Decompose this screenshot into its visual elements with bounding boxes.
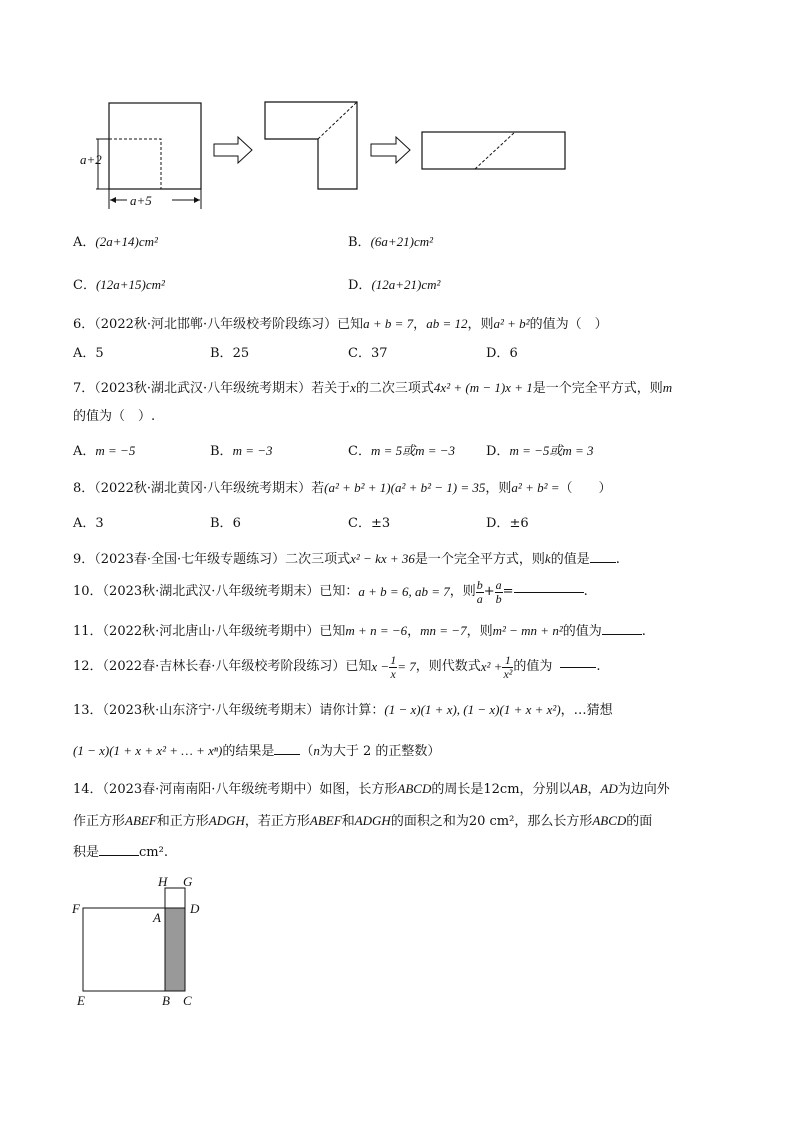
answer-blank[interactable]: [514, 591, 584, 593]
q13-stem-line1: [73, 703, 613, 717]
math: ABCD: [397, 781, 432, 796]
text: ，则: [466, 624, 493, 639]
math: x: [350, 380, 356, 395]
text: 7．（2023秋·湖北武汉·八年级统考期末）若关于: [73, 381, 351, 396]
big-square: [109, 103, 201, 189]
l-shape: [265, 102, 357, 189]
text: ，…猜想: [560, 703, 613, 718]
text: 为边向外: [617, 782, 670, 797]
numerator: 1: [390, 653, 397, 667]
option-key: C．: [348, 516, 371, 531]
option-val: m = −5或m = 3: [509, 443, 594, 458]
option-key: A．: [73, 346, 96, 361]
text: 作正方形: [73, 814, 126, 829]
math: x² − kx + 36: [350, 551, 415, 566]
text: （ ）: [559, 481, 612, 496]
numerator: a: [495, 578, 502, 592]
math: AD: [600, 781, 618, 796]
text: 11．（2022秋·河北唐山·八年级统考期中）已知: [73, 624, 346, 639]
q9-stem: [73, 552, 620, 566]
q5-figure: [0, 0, 794, 220]
option-key: C．: [73, 278, 96, 293]
option-val: m = 5或m = −3: [370, 443, 456, 458]
q8-option-c[interactable]: [348, 517, 390, 530]
text: cm².: [139, 845, 168, 860]
option-val: 6: [509, 346, 518, 361]
math: = 7: [397, 658, 416, 674]
q8-option-b[interactable]: [210, 517, 241, 530]
text: 的二次三项式: [355, 381, 434, 396]
q6-option-d[interactable]: [486, 347, 518, 360]
fraction-1-over-x: [389, 654, 397, 680]
text: 积是: [73, 845, 100, 860]
q8-option-d[interactable]: [486, 517, 529, 530]
text: .: [583, 583, 588, 599]
option-key: D．: [348, 278, 372, 293]
label-a: A: [153, 910, 161, 925]
text: ，则: [467, 317, 494, 332]
math: AB: [571, 781, 588, 796]
option-expr: (12a+15)cm²: [95, 277, 165, 292]
text: ，则: [485, 481, 512, 496]
math: 12: [483, 782, 500, 797]
q7-option-b[interactable]: [210, 444, 273, 458]
math: a + b = 6, ab = 7: [358, 583, 450, 599]
text: 是一个完全平方式，则: [532, 381, 663, 396]
label-b: B: [162, 993, 170, 1008]
label-g: G: [183, 874, 193, 889]
answer-blank[interactable]: [590, 561, 616, 563]
option-val: 6: [232, 516, 241, 531]
math: +: [483, 583, 495, 599]
q14-stem-line3: [73, 846, 168, 859]
text: ，: [407, 624, 421, 639]
math: m: [662, 380, 673, 395]
math: cm: [499, 782, 520, 797]
math: x −: [371, 658, 390, 674]
text: 12．（2022春·吉林长春·八年级校考阶段练习）已知: [73, 658, 372, 674]
q13-stem-line2: [73, 744, 440, 758]
option-key: D．: [486, 444, 510, 459]
text: 10．（2023秋·湖北武汉·八年级统考期末）已知：: [73, 583, 359, 599]
text: ，则代数式: [415, 658, 481, 674]
text: 的结果是: [222, 744, 275, 759]
q14-stem-line2: [73, 814, 652, 828]
math: mn = −7: [420, 623, 467, 638]
rectangle-abcd-shaded: [165, 908, 185, 991]
option-val: ±6: [509, 516, 529, 531]
text: 的面: [626, 814, 653, 829]
math: ADGH: [354, 813, 391, 828]
math: n: [313, 743, 320, 758]
math: =: [502, 583, 514, 599]
text: ，那么长方形: [514, 814, 593, 829]
math: a + b = 7: [363, 316, 414, 331]
q7-stem-line1: [73, 381, 672, 395]
q12-stem: [73, 654, 601, 680]
label-c: C: [183, 993, 192, 1008]
answer-blank[interactable]: [560, 666, 596, 668]
text: 9．（2023春·全国·七年级专题练习）二次三项式: [73, 552, 351, 567]
option-key: B．: [210, 516, 233, 531]
math: ADGH: [208, 813, 245, 828]
numerator: 1: [502, 654, 513, 668]
q7-option-c[interactable]: [348, 444, 455, 458]
math: (1 − x)(1 + x), (1 − x)(1 + x + x²): [384, 702, 561, 717]
option-key: D．: [486, 516, 510, 531]
text: .: [615, 552, 620, 567]
text: .: [596, 658, 601, 674]
q11-stem: [73, 624, 646, 638]
option-key: B．: [348, 235, 371, 250]
option-expr: (2a+14)cm²: [95, 234, 158, 249]
text: ，分别以: [519, 782, 572, 797]
text: ，则: [449, 583, 476, 599]
math: (1 − x)(1 + x + x² + … + xⁿ): [73, 743, 223, 758]
arrow-1: [214, 137, 252, 163]
answer-blank[interactable]: [274, 753, 300, 755]
math: a² + b² =: [511, 480, 560, 495]
text: 和: [341, 814, 355, 829]
label-e: E: [77, 993, 85, 1008]
long-rectangle: [422, 132, 565, 169]
text: 为大于 2 的正整数）: [319, 744, 441, 759]
option-key: B．: [210, 346, 233, 361]
math: x² +: [480, 658, 503, 674]
option-expr: (12a+21)cm²: [371, 277, 441, 292]
text: 和正方形: [156, 814, 209, 829]
math: k: [544, 551, 551, 566]
math: ab = 12: [426, 316, 468, 331]
option-val: m = −5: [95, 443, 136, 458]
option-val: 3: [95, 516, 104, 531]
inner-dashed-corner: [109, 139, 161, 189]
text: ，: [413, 317, 427, 332]
text: 是一个完全平方式，则: [414, 552, 545, 567]
option-key: C．: [348, 444, 371, 459]
label-a-plus-2: a+2: [80, 152, 102, 167]
text: ，若正方形: [244, 814, 310, 829]
denominator: x: [390, 666, 396, 681]
q5-option-c[interactable]: [73, 278, 165, 292]
fraction-a-over-b: [495, 579, 503, 605]
denominator: x²: [503, 666, 513, 681]
option-key: B．: [210, 444, 233, 459]
answer-blank[interactable]: [99, 854, 139, 856]
math: ABCD: [592, 813, 627, 828]
math: ABEF: [309, 813, 342, 828]
label-d: D: [190, 901, 200, 916]
q5-option-b[interactable]: [348, 235, 433, 249]
q6-stem: [73, 317, 608, 331]
option-val: ±3: [370, 516, 391, 531]
q6-option-c[interactable]: [348, 347, 388, 360]
denominator: b: [495, 591, 502, 606]
option-key: A．: [73, 516, 96, 531]
square-adgh: [165, 888, 185, 908]
q6-option-b[interactable]: [210, 347, 249, 360]
text: 6．（2022秋·河北邯郸·八年级校考阶段练习）已知: [73, 317, 364, 332]
q8-option-a[interactable]: [73, 517, 104, 530]
option-key: A．: [73, 235, 96, 250]
q7-option-d[interactable]: [486, 444, 594, 458]
math: ABEF: [125, 813, 157, 828]
q5-option-d[interactable]: [348, 278, 440, 292]
arrow-2: [371, 137, 410, 163]
text: 的值是: [550, 552, 590, 567]
option-expr: (6a+21)cm²: [370, 234, 434, 249]
math: m² − mn + n²: [492, 623, 563, 638]
numerator: b: [476, 578, 483, 592]
option-val: 25: [232, 346, 250, 361]
option-key: C．: [348, 346, 371, 361]
text: ，: [587, 782, 601, 797]
answer-blank[interactable]: [602, 633, 642, 635]
text: 的值为（ ）: [529, 317, 608, 332]
text: 的值为: [513, 658, 553, 674]
text: 的面积之和为: [390, 814, 469, 829]
text: 14．（2023春·河南南阳·八年级统考期中）如图，长方形: [73, 782, 398, 797]
label-h: H: [158, 874, 168, 889]
text: .: [641, 624, 646, 639]
q8-stem: [73, 481, 612, 495]
math: 4x² + (m − 1)x + 1: [433, 380, 533, 395]
q14-stem-line1: [73, 782, 670, 796]
label-a-plus-5: a+5: [130, 193, 152, 208]
option-key: A．: [73, 444, 96, 459]
denominator: a: [476, 591, 483, 606]
text: （: [300, 744, 314, 759]
math: m + n = −6: [345, 623, 408, 638]
option-val: 5: [95, 346, 104, 361]
option-key: D．: [486, 346, 510, 361]
option-val: 37: [370, 346, 388, 361]
fraction-1-over-x2: [502, 654, 513, 680]
option-val: m = −3: [232, 443, 273, 458]
math: (a² + b² + 1)(a² + b² − 1) = 35: [324, 480, 486, 495]
q7-stem-line2: 的值为（ ）.: [73, 409, 156, 424]
label-f: F: [72, 901, 80, 916]
math: 20 cm²: [468, 814, 515, 829]
q6-option-a[interactable]: [73, 347, 104, 360]
q5-option-a[interactable]: [73, 235, 158, 249]
text: 的值为: [562, 624, 602, 639]
text: 的周长是: [431, 782, 484, 797]
math: a² + b²: [493, 316, 530, 331]
fraction-b-over-a: [476, 579, 484, 605]
q10-stem: [73, 579, 588, 605]
text: 13．（2023秋·山东济宁·八年级统考期末）请你计算：: [73, 703, 385, 718]
q7-option-a[interactable]: [73, 444, 135, 458]
text: 8．（2022秋·湖北黄冈·八年级统考期末）若: [73, 481, 325, 496]
